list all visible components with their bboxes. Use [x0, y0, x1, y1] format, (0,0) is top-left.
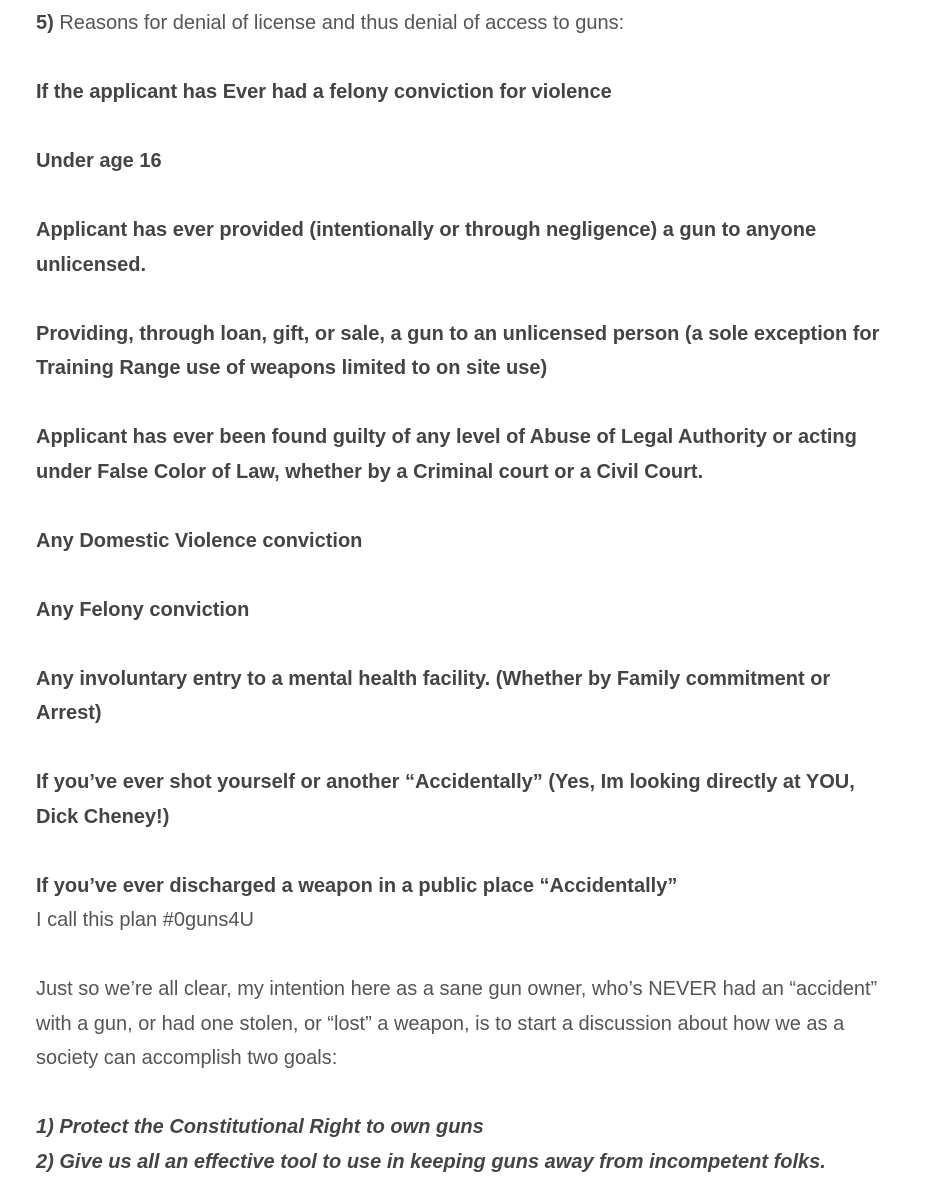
reason-under-age: Under age 16: [36, 150, 162, 172]
spacer: [36, 489, 926, 524]
reason-felony-violence: If the applicant has Ever had a felony conviction for violence: [36, 81, 612, 103]
intro-line: [36, 6, 926, 41]
spacer: [36, 1076, 926, 1111]
reason-discharged-weapon: If you’ve ever discharged a weapon in a public place “Accidentally”: [36, 874, 678, 897]
reason-abuse-authority-line-1: Applicant has ever been found guilty of any level of Abuse of Legal Authority or acting: [36, 426, 857, 448]
spacer: [36, 41, 926, 76]
reason-loan-gift-sale-line-1: Providing, through loan, gift, or sale, a gun to an unlicensed person (a sole exception for: [36, 322, 880, 345]
plan-line: I call this plan #0guns4U: [36, 909, 254, 931]
spacer: [36, 938, 926, 973]
spacer: [36, 558, 926, 593]
spacer: [36, 627, 926, 662]
spacer: [36, 179, 926, 214]
goal-2: 2) Give us all an effective tool to use in keeping guns away from incompetent folks.: [36, 1150, 826, 1173]
reason-abuse-authority-line-2: under False Color of Law, whether by a Criminal court or a Civil Court.: [36, 460, 704, 483]
reason-shot-accidentally-line-2: Dick Cheney!): [36, 805, 170, 828]
reason-mental-health-line-2: Arrest): [36, 702, 102, 724]
reason-domestic-violence: Any Domestic Violence conviction: [36, 529, 363, 552]
intro-number: 5): [36, 12, 54, 34]
article-body: [36, 6, 926, 1179]
reason-provided-gun-line-1: Applicant has ever provided (intentionally or through negligence) a gun to anyone: [36, 219, 817, 241]
spacer: [36, 834, 926, 869]
discussion-line-2: with a gun, or had one stolen, or “lost” a weapon, is to start a discussion about how we as a: [36, 1012, 845, 1035]
spacer: [36, 386, 926, 421]
discussion-line-3: society can accomplish two goals:: [36, 1047, 338, 1069]
intro-text: Reasons for denial of license and thus denial of access to guns:: [53, 12, 625, 34]
reason-mental-health-line-1: Any involuntary entry to a mental health facility. (Whether by Family commitment or: [36, 667, 831, 690]
reason-shot-accidentally-line-1: If you’ve ever shot yourself or another “Accidentally” (Yes, Im looking directly at YOU,: [36, 771, 855, 793]
spacer: [36, 282, 926, 317]
discussion-line-1: Just so we’re all clear, my intention here as a sane gun owner, who’s NEVER had an “accident”: [36, 978, 878, 1000]
goal-1: 1) Protect the Constitutional Right to own guns: [36, 1116, 484, 1138]
reason-loan-gift-sale-line-2: Training Range use of weapons limited to on site use): [36, 357, 548, 379]
reason-provided-gun-line-2: unlicensed.: [36, 253, 147, 276]
spacer: [36, 110, 926, 145]
spacer: [36, 731, 926, 766]
reason-felony-conviction: Any Felony conviction: [36, 598, 250, 621]
